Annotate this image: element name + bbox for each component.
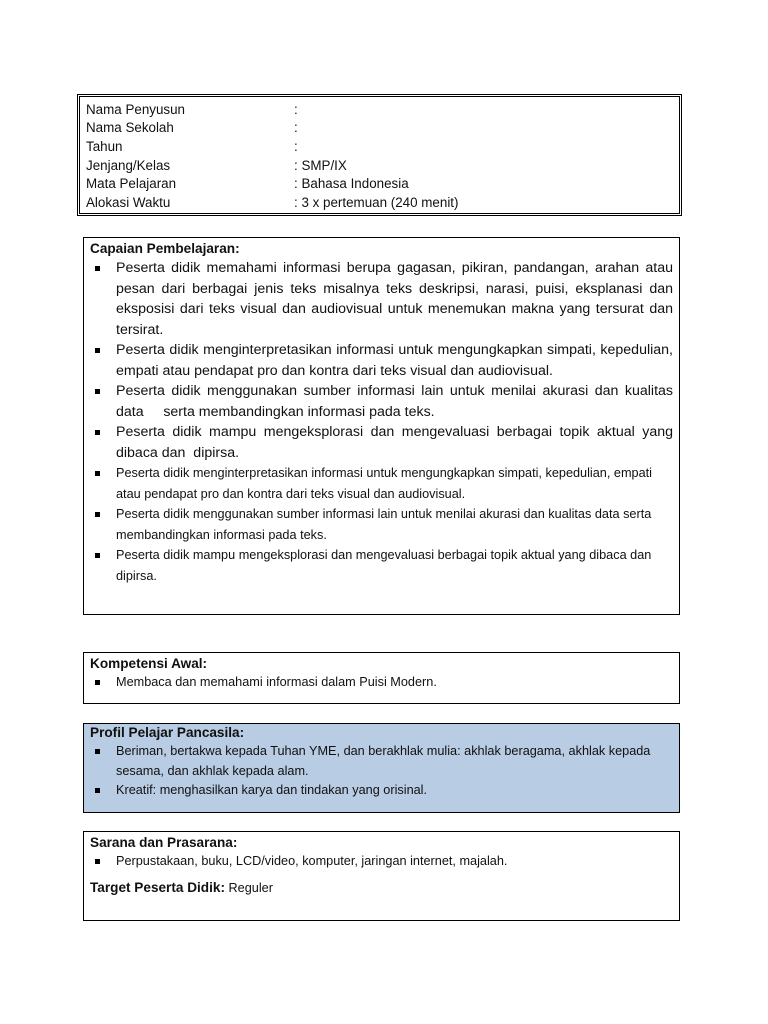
identity-row-jenjang [86,156,673,175]
identity-label: Tahun [86,138,123,154]
target-label: Target Peserta Didik: [90,879,225,895]
identity-label: Nama Sekolah [86,120,174,136]
list-item: Peserta didik mampu mengeksplorasi dan mengevaluasi berbagai topik aktual yang dibaca dan dipirsa. [90,422,673,463]
list-item: Peserta didik menggunakan sumber informasi lain untuk menilai akurasi dan kualitas data serta membandingkan informasi pada teks. [90,504,673,545]
identity-value: : SMP/IX [294,157,347,173]
list-item: Beriman, bertakwa kepada Tuhan YME, dan berakhlak mulia: akhlak beragama, akhlak kepada sesama, dan akhlak kepada alam. [90,742,673,781]
profil-list [90,742,673,801]
list-item: Peserta didik menginterpretasikan informasi untuk mengungkapkan simpati, kepedulian, empati atau pendapat pro dan kontra dari teks visual dan audiovisual. [90,463,673,504]
target-value: Reguler [228,880,273,895]
profil-section [83,723,680,813]
list-item: Peserta didik memahami informasi berupa gagasan, pikiran, pandangan, arahan atau pesan dari berbagai jenis teks misalnya teks deskripsi, narasi, puisi, eksplanasi dan eksposisi dari teks visual dan audiovisual untuk menemukan makna yang tersurat dan tersirat. [90,258,673,340]
capaian-section [83,237,680,615]
identity-table [77,94,682,216]
identity-value: : Bahasa Indonesia [294,176,409,192]
sarana-list [90,852,673,872]
section-title: Sarana dan Prasarana: [90,835,238,850]
kompetensi-section [83,652,680,704]
kompetensi-list [90,673,673,693]
sarana-section [83,831,680,921]
list-item: Perpustakaan, buku, LCD/video, komputer, jaringan internet, majalah. [90,852,673,872]
identity-label: Alokasi Waktu [86,194,171,210]
identity-row-sekolah [86,119,673,138]
identity-label: Nama Penyusun [86,101,185,117]
identity-value: : [294,120,298,136]
identity-value: : 3 x pertemuan (240 menit) [294,194,459,210]
section-title: Capaian Pembelajaran: [90,241,240,256]
identity-value: : [294,138,298,154]
target-line [90,880,673,895]
identity-label: Jenjang/Kelas [86,157,171,173]
identity-row-alokasi [86,193,673,212]
list-item: Peserta didik menginterpretasikan informasi untuk mengungkapkan simpati, kepedulian, empati atau pendapat pro dan kontra dari teks visual dan audiovisual. [90,340,673,381]
list-item: Peserta didik menggunakan sumber informasi lain untuk menilai akurasi dan kualitas data serta membandingkan informasi pada teks. [90,381,673,422]
identity-value: : [294,101,298,117]
list-item: Membaca dan memahami informasi dalam Puisi Modern. [90,673,673,693]
capaian-list [90,258,677,586]
identity-label: Mata Pelajaran [86,176,177,192]
section-title: Profil Pelajar Pancasila: [90,725,245,740]
identity-row-penyusun [86,100,673,119]
list-item: Kreatif: menghasilkan karya dan tindakan yang orisinal. [90,781,673,801]
section-title: Kompetensi Awal: [90,656,208,671]
list-item: Peserta didik mampu mengeksplorasi dan mengevaluasi berbagai topik aktual yang dibaca dan dipirsa. [90,545,673,586]
identity-row-mapel [86,174,673,193]
identity-row-tahun [86,137,673,156]
